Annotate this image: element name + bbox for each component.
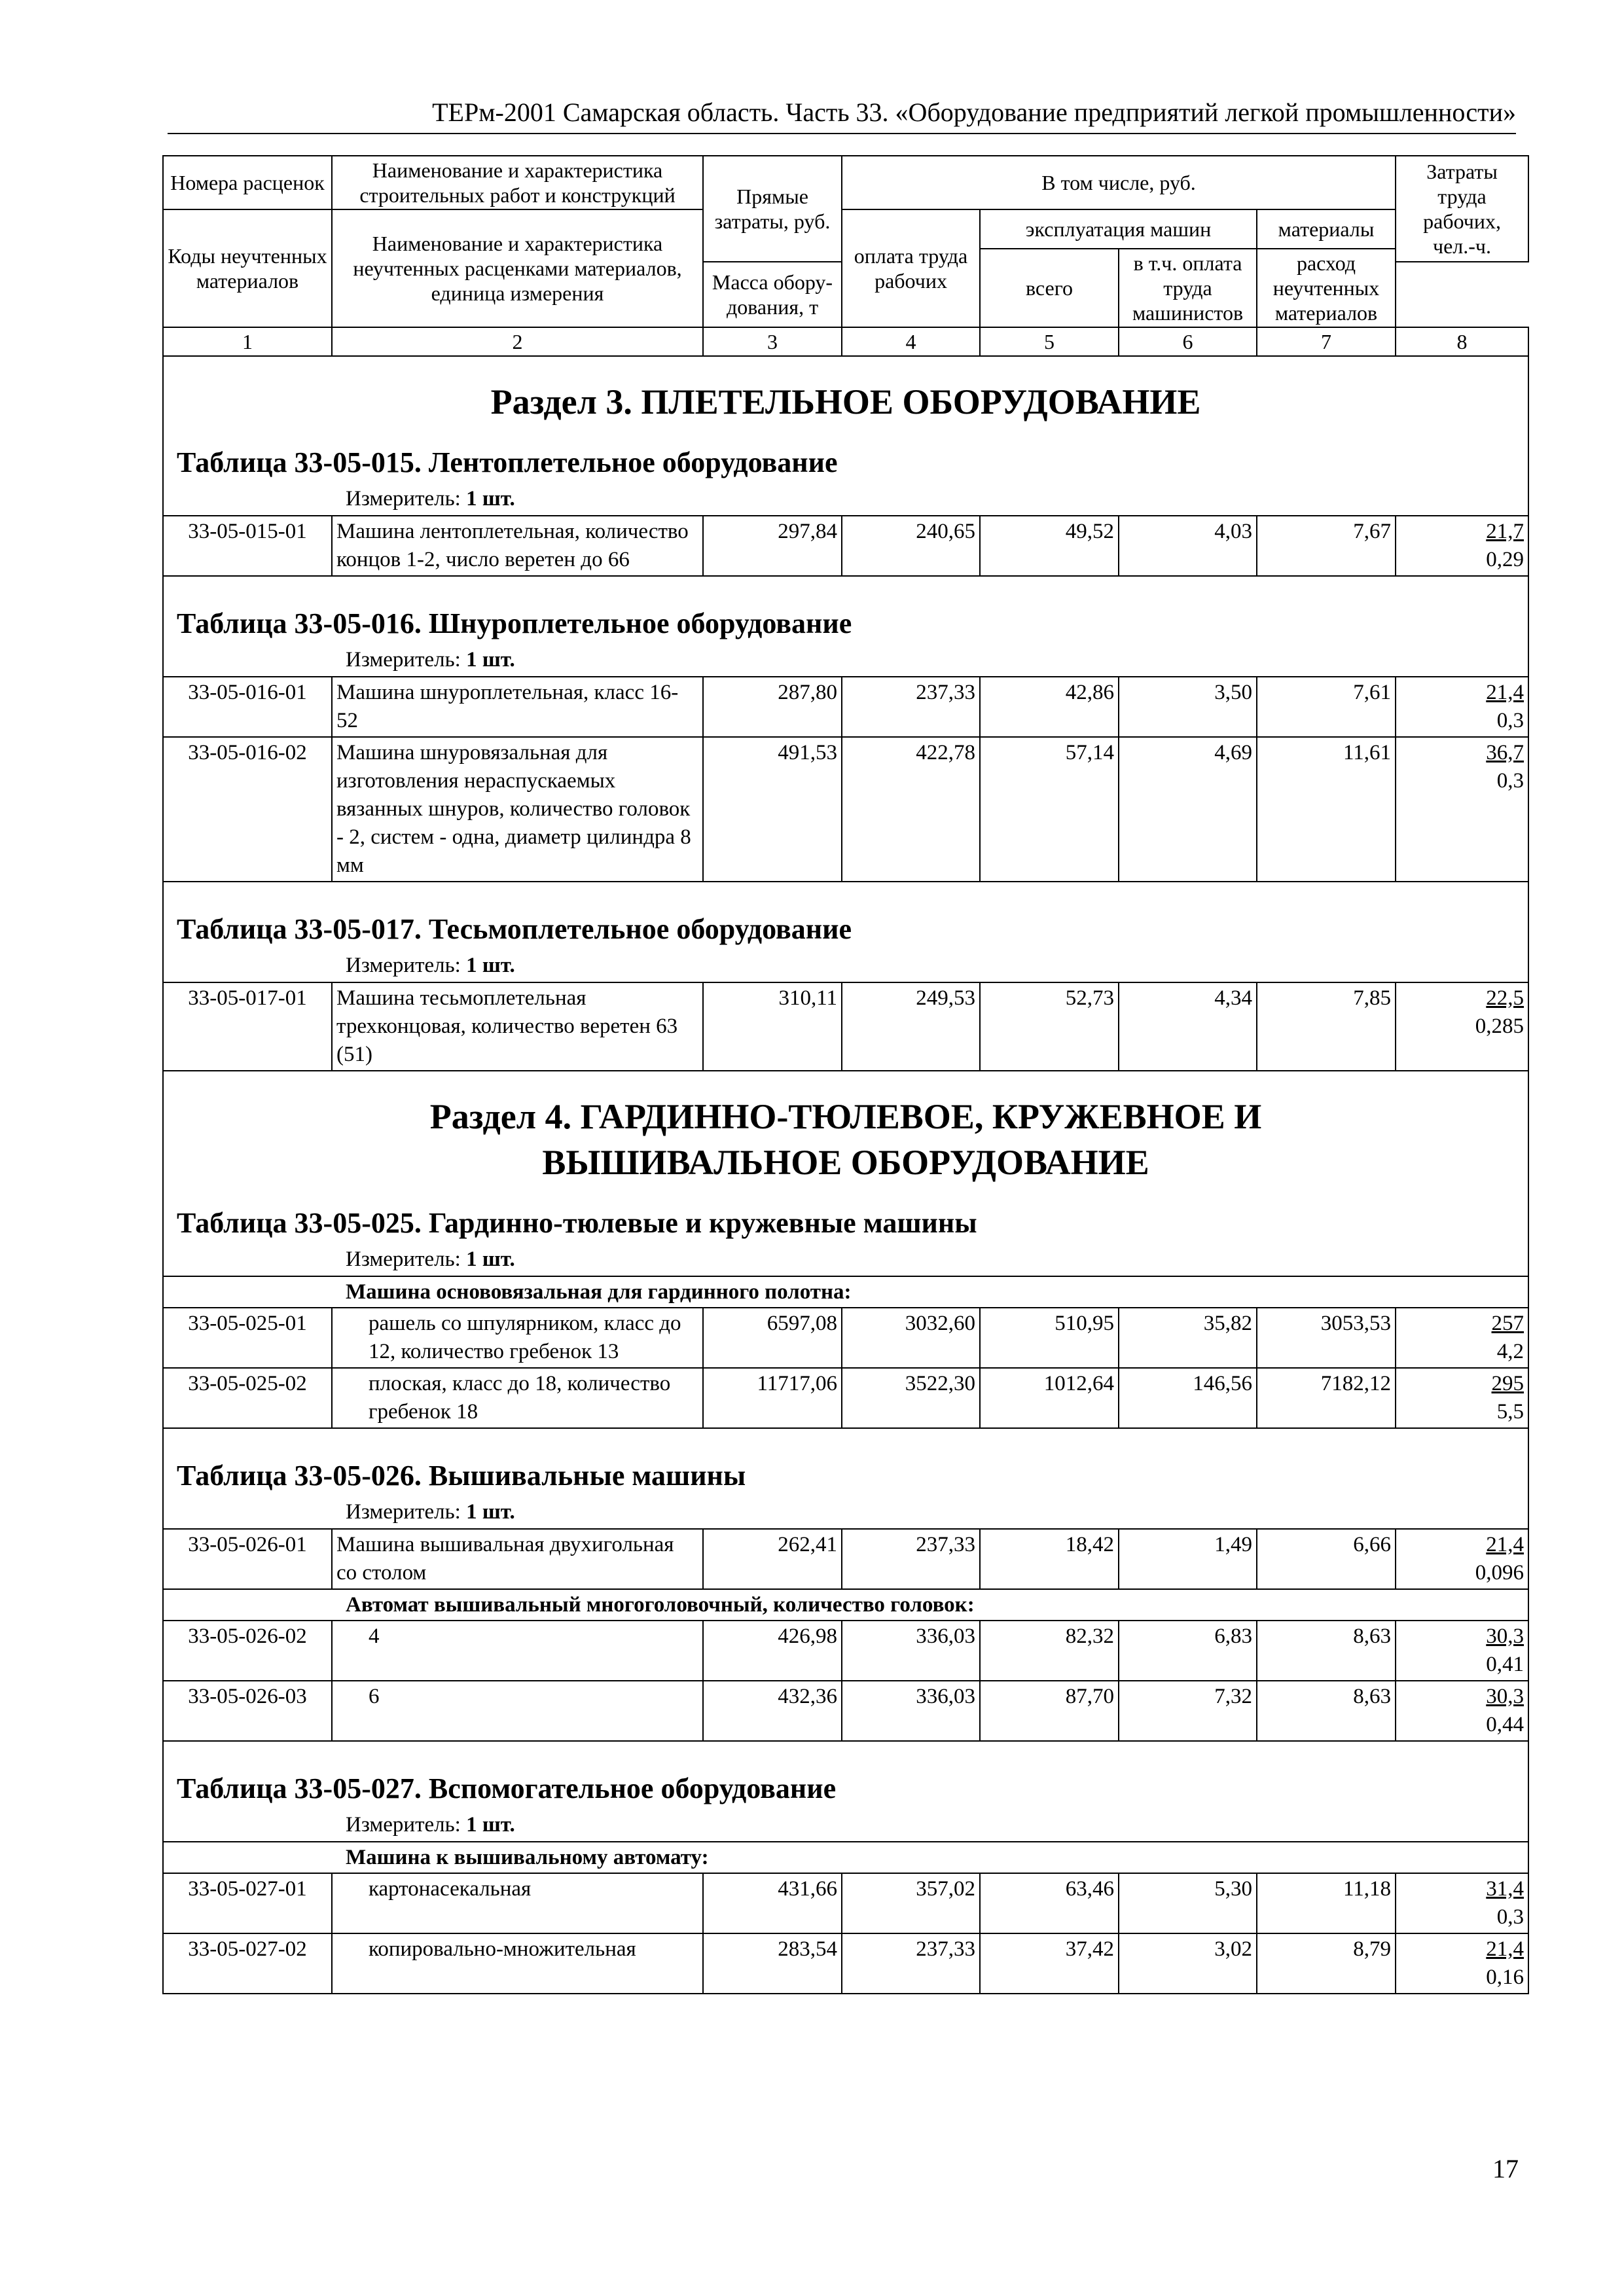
hours-mass: 257 4,2: [1396, 1308, 1528, 1368]
col-header-codes: Коды неучтенных материалов: [163, 209, 332, 327]
material-cost: 8,79: [1257, 1933, 1396, 1994]
labor-cost: 249,53: [842, 982, 980, 1071]
machine-cost: 52,73: [980, 982, 1119, 1071]
measure-line: Измеритель: 1 шт.: [163, 1242, 1528, 1276]
operator-cost: 4,03: [1119, 516, 1257, 576]
col-number: 5: [980, 327, 1119, 356]
hours-mass: 21,7 0,29: [1396, 516, 1528, 576]
direct-cost: 283,54: [703, 1933, 842, 1994]
table-title: Таблица 33-05-016. Шнуроплетельное оборудование: [163, 576, 1528, 642]
running-header: ТЕРм-2001 Самарская область. Часть 33. «Оборудование предприятий легкой промышленности»: [432, 98, 1516, 127]
rate-name: Машина вышивальная двухигольная со столом: [332, 1529, 703, 1589]
section-title: Раздел 4. ГАРДИННО-ТЮЛЕВОЕ, КРУЖЕВНОЕ И ВЫШИВАЛЬНОЕ ОБОРУДОВАНИЕ: [163, 1071, 1528, 1197]
operator-cost: 4,34: [1119, 982, 1257, 1071]
machine-cost: 37,42: [980, 1933, 1119, 1994]
labor-cost: 237,33: [842, 1933, 980, 1994]
table-title: Таблица 33-05-015. Лентоплетельное оборудование: [163, 437, 1528, 481]
table-title: Таблица 33-05-027. Вспомогательное оборудование: [163, 1741, 1528, 1807]
table-row: [163, 982, 1528, 1071]
hours-mass: 21,4 0,3: [1396, 677, 1528, 737]
col-number: 7: [1257, 327, 1396, 356]
operator-cost: 4,69: [1119, 737, 1257, 882]
col-number: 6: [1119, 327, 1257, 356]
rate-code: 33-05-026-02: [163, 1621, 332, 1681]
operator-cost: 5,30: [1119, 1873, 1257, 1933]
rate-name: плоская, класс до 18, количество гребенок 18: [332, 1368, 703, 1428]
hours-mass: 22,5 0,285: [1396, 982, 1528, 1071]
rate-name: Машина лентоплетельная, количество концов 1-2, число веретен до 66: [332, 516, 703, 576]
col-header-material-use: расход неучтенных материалов: [1257, 249, 1396, 327]
rate-name: картонасекальная: [332, 1873, 703, 1933]
rates-table: [162, 155, 1529, 1994]
col-header-numbers: Номера расценок: [163, 156, 332, 209]
rate-code: 33-05-027-02: [163, 1933, 332, 1994]
rate-name: 6: [332, 1681, 703, 1741]
col-header-machines: эксплуатация машин: [980, 209, 1257, 249]
direct-cost: 11717,06: [703, 1368, 842, 1428]
table-row: [163, 1308, 1528, 1368]
col-header-labor-pay: оплата труда рабочих: [842, 209, 980, 327]
labor-cost: 237,33: [842, 1529, 980, 1589]
hours-mass: 21,4 0,096: [1396, 1529, 1528, 1589]
hours-mass: 30,3 0,41: [1396, 1621, 1528, 1681]
header-rule: [168, 133, 1516, 134]
machine-cost: 63,46: [980, 1873, 1119, 1933]
col-number: 8: [1396, 327, 1528, 356]
measure-line: Измеритель: 1 шт.: [163, 481, 1528, 516]
col-number: 4: [842, 327, 980, 356]
machine-cost: 510,95: [980, 1308, 1119, 1368]
table-row: [163, 677, 1528, 737]
direct-cost: 6597,08: [703, 1308, 842, 1368]
operator-cost: 6,83: [1119, 1621, 1257, 1681]
page-number: 17: [1492, 2154, 1519, 2183]
direct-cost: 426,98: [703, 1621, 842, 1681]
machine-cost: 87,70: [980, 1681, 1119, 1741]
labor-cost: 422,78: [842, 737, 980, 882]
rate-code: 33-05-026-03: [163, 1681, 332, 1741]
labor-cost: 240,65: [842, 516, 980, 576]
operator-cost: 1,49: [1119, 1529, 1257, 1589]
rate-code: 33-05-025-02: [163, 1368, 332, 1428]
measure-line: Измеритель: 1 шт.: [163, 1494, 1528, 1529]
direct-cost: 491,53: [703, 737, 842, 882]
col-header-mass: Масса обору-дования, т: [703, 262, 842, 327]
table-title: Таблица 33-05-017. Тесьмоплетельное оборудование: [163, 882, 1528, 948]
col-number: 1: [163, 327, 332, 356]
table-row: [163, 516, 1528, 576]
col-header-name: Наименование и характеристика строительных работ и конструкций: [332, 156, 703, 209]
operator-cost: 3,50: [1119, 677, 1257, 737]
material-cost: 7,85: [1257, 982, 1396, 1071]
col-header-labor-hours: Затраты труда рабочих, чел.-ч.: [1396, 156, 1528, 262]
rate-name: 4: [332, 1621, 703, 1681]
table-row: [163, 1529, 1528, 1589]
material-cost: 11,61: [1257, 737, 1396, 882]
material-cost: 7,61: [1257, 677, 1396, 737]
hours-mass: 295 5,5: [1396, 1368, 1528, 1428]
rate-code: 33-05-016-02: [163, 737, 332, 882]
labor-cost: 3032,60: [842, 1308, 980, 1368]
labor-cost: 357,02: [842, 1873, 980, 1933]
hours-mass: 21,4 0,16: [1396, 1933, 1528, 1994]
section-title: Раздел 3. ПЛЕТЕЛЬНОЕ ОБОРУДОВАНИЕ: [163, 356, 1528, 437]
rate-name: рашель со шпулярником, класс до 12, количество гребенок 13: [332, 1308, 703, 1368]
table-row: [163, 737, 1528, 882]
hours-mass: 30,3 0,44: [1396, 1681, 1528, 1741]
col-header-materials: материалы: [1257, 209, 1396, 249]
material-cost: 7,67: [1257, 516, 1396, 576]
hours-mass: 31,4 0,3: [1396, 1873, 1528, 1933]
table-title: Таблица 33-05-026. Вышивальные машины: [163, 1428, 1528, 1494]
table-row: [163, 1368, 1528, 1428]
operator-cost: 3,02: [1119, 1933, 1257, 1994]
measure-line: Измеритель: 1 шт.: [163, 642, 1528, 677]
rate-name: Машина шнуровязальная для изготовления нераспускаемых вязанных шнуров, количество головок - 2, систем - одна, диаметр цилиндра 8 мм: [332, 737, 703, 882]
machine-cost: 1012,64: [980, 1368, 1119, 1428]
machine-cost: 49,52: [980, 516, 1119, 576]
material-cost: 3053,53: [1257, 1308, 1396, 1368]
material-cost: 7182,12: [1257, 1368, 1396, 1428]
col-header-total: всего: [980, 249, 1119, 327]
rate-code: 33-05-016-01: [163, 677, 332, 737]
machine-cost: 42,86: [980, 677, 1119, 737]
operator-cost: 146,56: [1119, 1368, 1257, 1428]
direct-cost: 310,11: [703, 982, 842, 1071]
rate-name: копировально-множительная: [332, 1933, 703, 1994]
direct-cost: 432,36: [703, 1681, 842, 1741]
material-cost: 8,63: [1257, 1621, 1396, 1681]
rate-name: Машина шнуроплетельная, класс 16-52: [332, 677, 703, 737]
machine-cost: 57,14: [980, 737, 1119, 882]
machine-cost: 18,42: [980, 1529, 1119, 1589]
rate-code: 33-05-026-01: [163, 1529, 332, 1589]
direct-cost: 431,66: [703, 1873, 842, 1933]
group-heading: Машина основовязальная для гардинного полотна:: [163, 1276, 1528, 1308]
material-cost: 6,66: [1257, 1529, 1396, 1589]
group-heading: Автомат вышивальный многоголовочный, количество головок:: [163, 1589, 1528, 1621]
table-row: [163, 1681, 1528, 1741]
labor-cost: 336,03: [842, 1681, 980, 1741]
labor-cost: 3522,30: [842, 1368, 980, 1428]
direct-cost: 297,84: [703, 516, 842, 576]
labor-cost: 237,33: [842, 677, 980, 737]
group-heading: Машина к вышивальному автомату:: [163, 1842, 1528, 1873]
table-title: Таблица 33-05-025. Гардинно-тюлевые и кружевные машины: [163, 1197, 1528, 1242]
hours-mass: 36,7 0,3: [1396, 737, 1528, 882]
operator-cost: 35,82: [1119, 1308, 1257, 1368]
labor-cost: 336,03: [842, 1621, 980, 1681]
rate-code: 33-05-025-01: [163, 1308, 332, 1368]
operator-cost: 7,32: [1119, 1681, 1257, 1741]
material-cost: 8,63: [1257, 1681, 1396, 1741]
rate-name: Машина тесьмоплетельная трехконцовая, количество веретен 63 (51): [332, 982, 703, 1071]
machine-cost: 82,32: [980, 1621, 1119, 1681]
material-cost: 11,18: [1257, 1873, 1396, 1933]
col-number: 2: [332, 327, 703, 356]
col-header-materials-name: Наименование и характеристика неучтенных расценками материалов, единица измерения: [332, 209, 703, 327]
rate-code: 33-05-015-01: [163, 516, 332, 576]
table-row: [163, 1933, 1528, 1994]
col-header-operators: в т.ч. оплата труда машинистов: [1119, 249, 1257, 327]
rate-code: 33-05-017-01: [163, 982, 332, 1071]
table-row: [163, 1621, 1528, 1681]
col-number: 3: [703, 327, 842, 356]
col-header-including: В том числе, руб.: [842, 156, 1396, 209]
col-header-direct: Прямые затраты, руб.: [703, 156, 842, 262]
measure-line: Измеритель: 1 шт.: [163, 1807, 1528, 1842]
direct-cost: 262,41: [703, 1529, 842, 1589]
rate-code: 33-05-027-01: [163, 1873, 332, 1933]
direct-cost: 287,80: [703, 677, 842, 737]
table-row: [163, 1873, 1528, 1933]
measure-line: Измеритель: 1 шт.: [163, 948, 1528, 982]
